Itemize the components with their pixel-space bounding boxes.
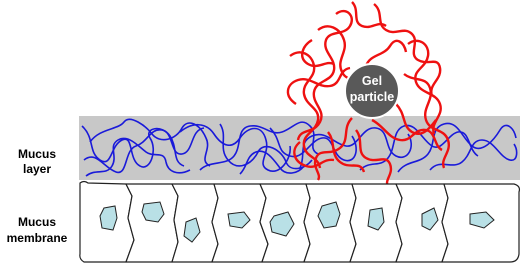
gel-particle (345, 64, 399, 118)
mucus-layer-label-line1: Mucus (17, 147, 57, 161)
mucus-membrane-cells (80, 182, 520, 263)
gel-particle-label-line1: Gel (361, 74, 383, 88)
mucus-layer-label-line2: layer (22, 162, 52, 176)
mucus-membrane-label-line1: Mucus (17, 215, 57, 229)
mucus-membrane-label-line2: membrane (6, 231, 68, 245)
gel-particle-label-line2: particle (349, 90, 395, 104)
